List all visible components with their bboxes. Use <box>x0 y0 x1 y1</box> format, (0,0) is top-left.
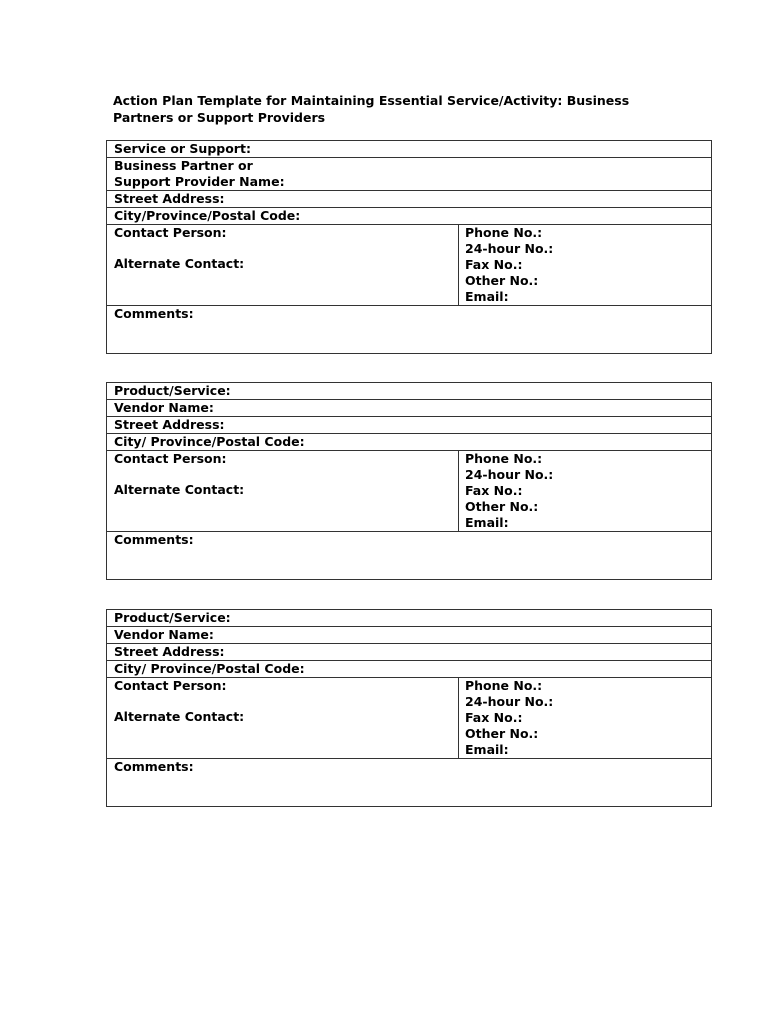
service-label: Product/Service: <box>114 610 231 625</box>
service-label: Product/Service: <box>114 383 231 398</box>
city-row[interactable] <box>107 208 711 225</box>
title-line-1: Action Plan Template for Maintaining Essential Service/Activity: Business <box>113 93 630 108</box>
contact-section <box>107 451 711 532</box>
street-label: Street Address: <box>114 191 225 206</box>
city-label: City/Province/Postal Code: <box>114 208 301 223</box>
street-row[interactable] <box>107 191 711 208</box>
contact-form-2 <box>106 382 712 580</box>
vendor-label: Vendor Name: <box>114 627 214 642</box>
email-label: Email: <box>465 289 509 304</box>
contact-section <box>107 678 711 759</box>
vendor-label-line-1: Business Partner or <box>114 158 253 173</box>
street-label: Street Address: <box>114 417 225 432</box>
contact-form-1 <box>106 140 712 354</box>
contact-cell[interactable] <box>107 225 459 305</box>
city-row[interactable] <box>107 434 711 451</box>
hour-label: 24-hour No.: <box>465 694 554 709</box>
contact-section <box>107 225 711 306</box>
hour-label: 24-hour No.: <box>465 467 554 482</box>
comments-label: Comments: <box>114 532 194 547</box>
street-label: Street Address: <box>114 644 225 659</box>
other-label: Other No.: <box>465 499 539 514</box>
comments-cell[interactable] <box>107 759 711 806</box>
fax-label: Fax No.: <box>465 710 523 725</box>
contact-label: Contact Person: <box>114 678 227 693</box>
city-label: City/ Province/Postal Code: <box>114 661 305 676</box>
vendor-row[interactable] <box>107 158 711 191</box>
service-row[interactable] <box>107 141 711 158</box>
vendor-row[interactable] <box>107 400 711 417</box>
phone-label: Phone No.: <box>465 451 543 466</box>
email-label: Email: <box>465 742 509 757</box>
vendor-label: Vendor Name: <box>114 400 214 415</box>
city-row[interactable] <box>107 661 711 678</box>
service-label: Service or Support: <box>114 141 251 156</box>
vendor-row[interactable] <box>107 627 711 644</box>
comments-label: Comments: <box>114 306 194 321</box>
fax-label: Fax No.: <box>465 483 523 498</box>
contact-form-3 <box>106 609 712 807</box>
city-label: City/ Province/Postal Code: <box>114 434 305 449</box>
comments-cell[interactable] <box>107 306 711 353</box>
contact-cell[interactable] <box>107 678 459 758</box>
phone-cell[interactable] <box>459 225 711 305</box>
service-row[interactable] <box>107 383 711 400</box>
vendor-label-line-2: Support Provider Name: <box>114 174 285 189</box>
hour-label: 24-hour No.: <box>465 241 554 256</box>
phone-label: Phone No.: <box>465 225 543 240</box>
phone-cell[interactable] <box>459 678 711 758</box>
email-label: Email: <box>465 515 509 530</box>
other-label: Other No.: <box>465 273 539 288</box>
contact-label: Contact Person: <box>114 451 227 466</box>
fax-label: Fax No.: <box>465 257 523 272</box>
title-line-2: Partners or Support Providers <box>113 110 326 125</box>
phone-cell[interactable] <box>459 451 711 531</box>
contact-label: Contact Person: <box>114 225 227 240</box>
comments-label: Comments: <box>114 759 194 774</box>
alternate-label: Alternate Contact: <box>114 256 245 271</box>
street-row[interactable] <box>107 644 711 661</box>
street-row[interactable] <box>107 417 711 434</box>
comments-cell[interactable] <box>107 532 711 579</box>
service-row[interactable] <box>107 610 711 627</box>
other-label: Other No.: <box>465 726 539 741</box>
contact-cell[interactable] <box>107 451 459 531</box>
alternate-label: Alternate Contact: <box>114 709 245 724</box>
phone-label: Phone No.: <box>465 678 543 693</box>
alternate-label: Alternate Contact: <box>114 482 245 497</box>
document-title <box>113 92 673 126</box>
